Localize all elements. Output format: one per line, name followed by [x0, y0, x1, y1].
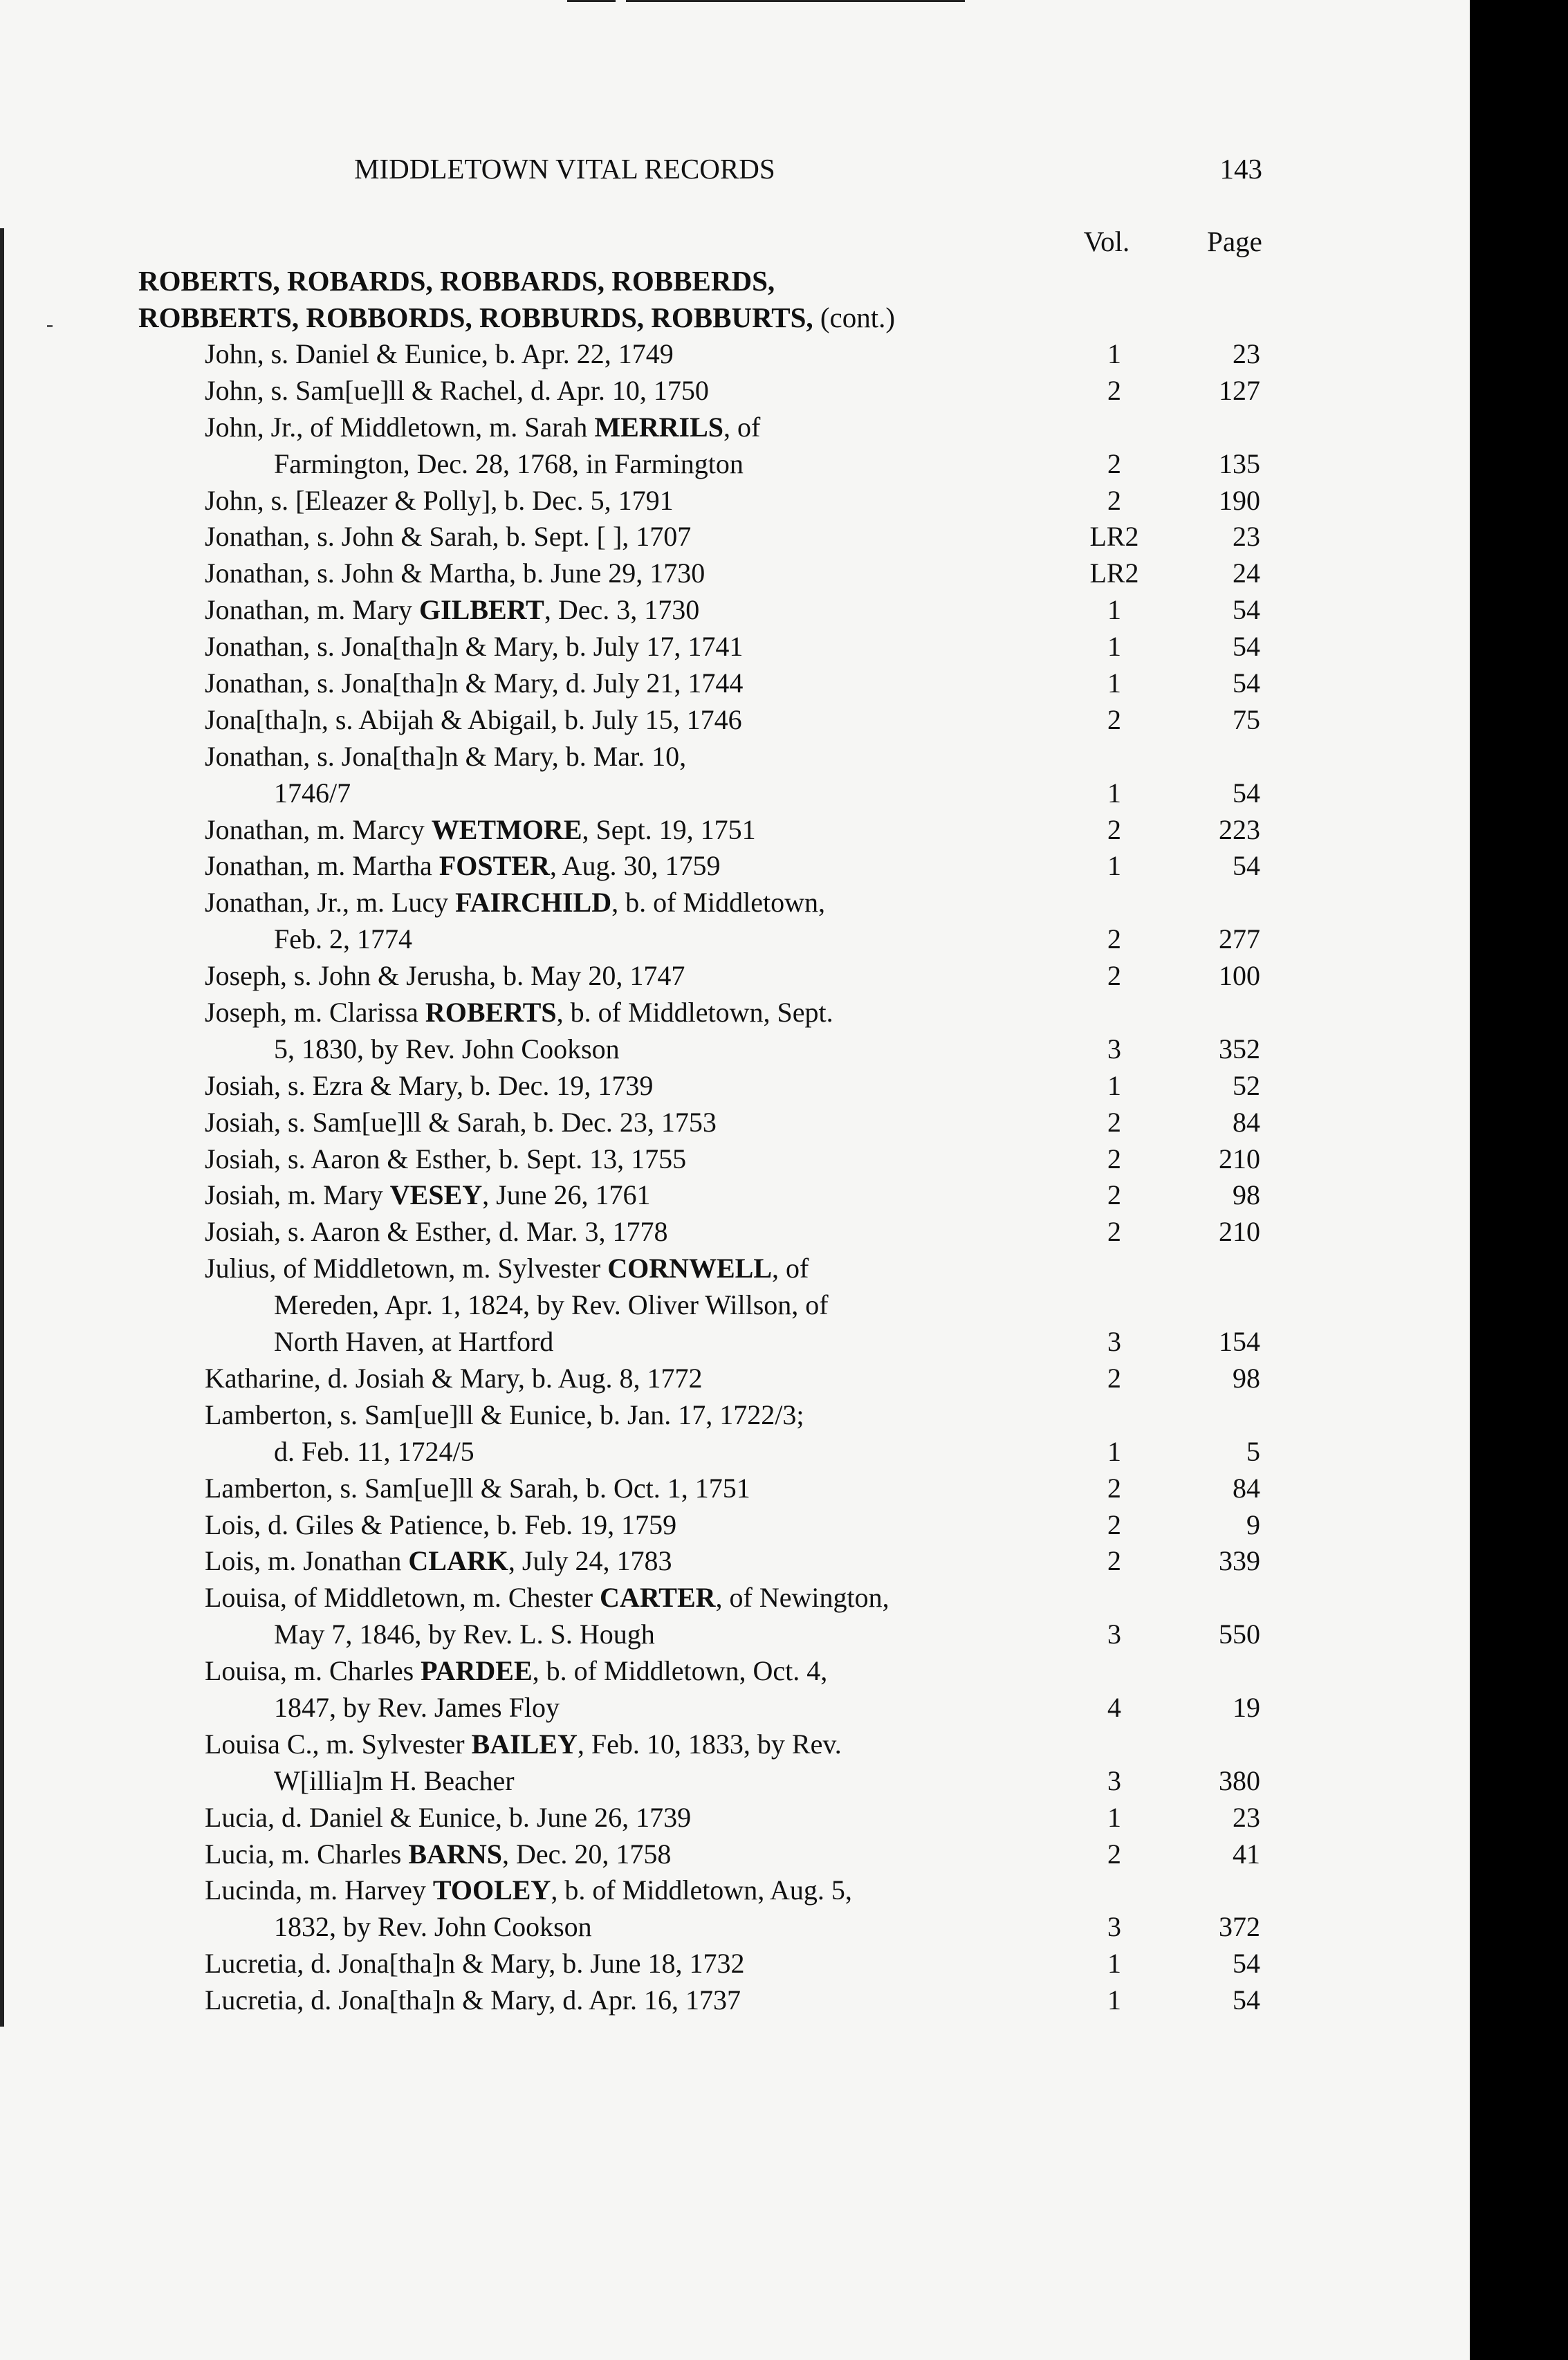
page-column-header: Page [1207, 225, 1262, 257]
entry-text-run: Louisa, of Middletown, m. Chester [205, 1582, 600, 1614]
entry-line [0, 1543, 1470, 1580]
record-entry [0, 1580, 1470, 1653]
entry-volume: 2 [1107, 1143, 1121, 1174]
entry-volume: 1 [1107, 667, 1121, 699]
entry-text-run: John, s. Daniel & Eunice, b. Apr. 22, 1749 [205, 338, 674, 369]
entry-text [205, 885, 825, 921]
entry-page: 54 [1233, 594, 1260, 626]
entry-text [205, 336, 674, 373]
entry-page: 75 [1233, 703, 1260, 735]
entry-volume: 2 [1107, 960, 1121, 992]
record-entry [0, 1251, 1470, 1361]
entry-continuation-line [0, 1324, 1470, 1361]
record-entry [0, 1543, 1470, 1580]
surname-bold: TOOLEY [432, 1874, 551, 1906]
entry-text-run: Lois, d. Giles & Patience, b. Feb. 19, 1759 [205, 1509, 677, 1540]
entry-continuation-line [0, 1616, 1470, 1653]
entry-line [0, 336, 1470, 373]
surname-heading [138, 263, 1176, 336]
running-title: MIDDLETOWN VITAL RECORDS [354, 153, 775, 185]
stray-scan-mark [47, 325, 53, 327]
entry-volume: 2 [1107, 1509, 1121, 1540]
entry-page: 54 [1233, 667, 1260, 699]
entry-line [0, 1141, 1470, 1178]
top-scan-mark [626, 0, 965, 2]
entry-page: 19 [1233, 1691, 1260, 1723]
entry-text [274, 1287, 829, 1324]
record-entry [0, 1471, 1470, 1507]
entry-page: 277 [1219, 923, 1260, 955]
entry-page: 154 [1219, 1326, 1260, 1358]
entry-volume: 3 [1107, 1764, 1121, 1796]
entry-volume: 2 [1107, 1179, 1121, 1211]
entry-volume: 1 [1107, 1069, 1121, 1101]
entry-text-run: Josiah, s. Aaron & Esther, b. Sept. 13, 1755 [205, 1143, 687, 1174]
entry-text [205, 409, 760, 446]
record-entry [0, 1982, 1470, 2019]
entry-line [0, 592, 1470, 629]
entry-text-run: , b. of Middletown, Sept. [556, 997, 833, 1029]
entry-text [205, 848, 721, 885]
entry-line [0, 373, 1470, 409]
surname-bold: WETMORE [431, 813, 582, 845]
entry-text [205, 519, 691, 555]
entry-text [205, 1507, 676, 1544]
entry-text-run: d. Feb. 11, 1724/5 [274, 1435, 474, 1467]
entry-text-run: , of [772, 1253, 809, 1284]
entry-line [0, 1471, 1470, 1507]
entry-continuation-line [0, 921, 1470, 958]
entry-line [0, 1068, 1470, 1105]
entry-line [0, 1361, 1470, 1397]
record-entry [0, 1361, 1470, 1397]
surname-bold: PARDEE [421, 1655, 533, 1687]
entry-page: 135 [1219, 448, 1260, 479]
entry-text-run: Josiah, s. Aaron & Esther, d. Mar. 3, 1778 [205, 1216, 668, 1248]
record-entry [0, 1068, 1470, 1105]
top-scan-mark [567, 0, 616, 2]
entry-volume: 1 [1107, 777, 1121, 809]
surname-bold: BAILEY [471, 1728, 578, 1760]
entry-line [0, 1214, 1470, 1251]
entry-volume: 2 [1107, 1106, 1121, 1138]
entry-volume: 2 [1107, 1216, 1121, 1248]
surname-bold: CLARK [408, 1545, 508, 1577]
entry-text [205, 1177, 650, 1214]
entry-line [0, 848, 1470, 885]
entry-page: 54 [1233, 1984, 1260, 2016]
entry-line [0, 665, 1470, 702]
entry-page: 41 [1233, 1838, 1260, 1870]
entry-volume: 3 [1107, 1911, 1121, 1943]
entry-text-run: Katharine, d. Josiah & Mary, b. Aug. 8, 1772 [205, 1362, 703, 1394]
record-entry [0, 373, 1470, 409]
entry-text-run: , Dec. 20, 1758 [501, 1838, 672, 1870]
entry-text [205, 702, 742, 739]
entry-text [205, 1946, 745, 1982]
entry-text [274, 1690, 560, 1726]
entry-volume: 1 [1107, 1984, 1121, 2016]
entry-line [0, 1177, 1470, 1214]
entry-text [205, 629, 743, 665]
entry-page: 54 [1233, 850, 1260, 882]
surname-bold: FOSTER [439, 850, 550, 882]
entry-line [0, 812, 1470, 849]
entry-text-run: , b. of Middletown, Aug. 5, [551, 1874, 852, 1906]
record-entry [0, 995, 1470, 1068]
entry-text-run: Jonathan, m. Marcy [205, 813, 432, 845]
running-head [0, 152, 1470, 194]
record-entry [0, 483, 1470, 519]
entry-text-run: Julius, of Middletown, m. Sylvester [205, 1253, 608, 1284]
entry-text [274, 921, 412, 958]
entry-volume: 2 [1107, 703, 1121, 735]
entry-line [0, 1251, 1470, 1287]
entry-page: 339 [1219, 1545, 1260, 1577]
entry-text-run: , July 24, 1783 [508, 1545, 672, 1577]
record-entry [0, 1946, 1470, 1982]
entry-page: 23 [1233, 521, 1260, 553]
entry-text [274, 1031, 620, 1068]
record-entry [0, 702, 1470, 739]
entry-text [205, 1653, 827, 1690]
record-entry [0, 629, 1470, 665]
entry-volume: LR2 [1089, 557, 1139, 589]
entry-text [205, 1214, 667, 1251]
entry-text-run: Louisa, m. Charles [205, 1655, 421, 1687]
entry-text-run: , of [723, 411, 761, 443]
entry-text-run: Jonathan, Jr., m. Lucy [205, 887, 456, 919]
surname-line-1: ROBERTS, ROBARDS, ROBBARDS, ROBBERDS, [138, 265, 775, 297]
surname-bold: CARTER [600, 1582, 716, 1614]
entry-volume: 1 [1107, 850, 1121, 882]
entry-text-run: , Dec. 3, 1730 [544, 594, 700, 626]
column-headers [0, 225, 1470, 263]
entry-volume: 1 [1107, 1948, 1121, 1980]
entry-page: 54 [1233, 1948, 1260, 1980]
surname-line-2: ROBBERTS, ROBBORDS, ROBBURDS, ROBBURTS, [138, 302, 813, 333]
entry-text-run: Jonathan, s. Jona[tha]n & Mary, b. July 17, 1741 [205, 631, 744, 663]
record-entry [0, 1872, 1470, 1946]
entry-page: 84 [1233, 1472, 1260, 1504]
entry-text-run: 1746/7 [274, 777, 351, 809]
entry-text-run: 1832, by Rev. John Cookson [274, 1911, 592, 1943]
entry-page: 210 [1219, 1216, 1260, 1248]
entry-text-run: Jonathan, s. Jona[tha]n & Mary, b. Mar. 10, [205, 740, 687, 772]
entry-line [0, 1580, 1470, 1616]
entry-continuation-line [0, 1763, 1470, 1800]
entry-line [0, 409, 1470, 446]
entry-text [205, 1580, 889, 1616]
entry-text [205, 592, 699, 629]
record-entry [0, 1726, 1470, 1800]
entry-page: 100 [1219, 960, 1260, 992]
entry-volume: 2 [1107, 1838, 1121, 1870]
entry-continuation-line [0, 1690, 1470, 1726]
surname-bold: GILBERT [418, 594, 544, 626]
entry-text-run: Jonathan, s. Jona[tha]n & Mary, d. July 21, 1744 [205, 667, 744, 699]
entry-text-run: 1847, by Rev. James Floy [274, 1691, 560, 1723]
entry-text [205, 1361, 703, 1397]
record-entry [0, 1507, 1470, 1544]
entry-volume: 2 [1107, 923, 1121, 955]
entry-text [205, 812, 756, 849]
entry-volume: 3 [1107, 1033, 1121, 1064]
entry-volume: LR2 [1089, 521, 1139, 553]
record-entry [0, 1836, 1470, 1873]
entry-line [0, 483, 1470, 519]
entry-text-run: Joseph, m. Clarissa [205, 997, 425, 1029]
surname-bold: MERRILS [594, 411, 724, 443]
entry-line [0, 555, 1470, 592]
entry-text [205, 1726, 842, 1763]
entry-text-run: Jonathan, m. Mary [205, 594, 419, 626]
entry-page: 5 [1246, 1435, 1260, 1467]
record-entry [0, 519, 1470, 555]
entry-continuation-line [0, 1909, 1470, 1946]
entry-text-run: Joseph, s. John & Jerusha, b. May 20, 1747 [205, 960, 685, 992]
entry-volume: 2 [1107, 1545, 1121, 1577]
entry-text-run: Lucia, d. Daniel & Eunice, b. June 26, 1739 [205, 1801, 692, 1833]
record-entry [0, 665, 1470, 702]
entry-volume: 4 [1107, 1691, 1121, 1723]
entry-text [274, 1909, 592, 1946]
entry-text [205, 483, 674, 519]
entry-line [0, 1946, 1470, 1982]
entry-text [205, 1800, 691, 1836]
surname-bold: CORNWELL [607, 1253, 773, 1284]
entry-page: 210 [1219, 1143, 1260, 1174]
entry-page: 52 [1233, 1069, 1260, 1101]
entry-line [0, 629, 1470, 665]
entry-volume: 3 [1107, 1619, 1121, 1650]
entry-text-run: Mereden, Apr. 1, 1824, by Rev. Oliver Willson, of [274, 1289, 829, 1321]
entry-text-run: Lamberton, s. Sam[ue]ll & Eunice, b. Jan. 17, 1722/3; [205, 1399, 804, 1430]
entry-page: 54 [1233, 631, 1260, 663]
entry-text [205, 739, 686, 775]
entry-text-run: Feb. 2, 1774 [274, 923, 412, 955]
record-entry [0, 555, 1470, 592]
entry-line [0, 739, 1470, 775]
entry-text-run: John, Jr., of Middletown, m. Sarah [205, 411, 595, 443]
page-number: 143 [1219, 153, 1262, 185]
entry-text [205, 1471, 750, 1507]
record-entry [0, 1214, 1470, 1251]
record-entry [0, 1653, 1470, 1726]
entry-text [274, 775, 351, 812]
entry-line [0, 958, 1470, 995]
entry-line [0, 885, 1470, 921]
entry-page: 372 [1219, 1911, 1260, 1943]
entry-line [0, 1397, 1470, 1434]
entry-text-run: John, s. Sam[ue]ll & Rachel, d. Apr. 10, 1750 [205, 374, 709, 406]
entry-line [0, 1800, 1470, 1836]
record-entry [0, 848, 1470, 885]
entry-text [274, 1434, 474, 1471]
entry-volume: 2 [1107, 448, 1121, 479]
entry-page: 98 [1233, 1179, 1260, 1211]
entry-text [205, 1105, 717, 1141]
entry-text [205, 995, 833, 1031]
entry-text [205, 1872, 852, 1909]
entry-text-run: , June 26, 1761 [482, 1179, 651, 1211]
entry-line [0, 1836, 1470, 1873]
entry-text-run: Jonathan, s. John & Sarah, b. Sept. [ ], 1707 [205, 521, 692, 553]
record-entry [0, 739, 1470, 812]
entry-continuation-line [0, 775, 1470, 812]
entry-text-run: Lucretia, d. Jona[tha]n & Mary, b. June 18, 1732 [205, 1948, 745, 1980]
entry-line [0, 702, 1470, 739]
entry-continuation-line [0, 1031, 1470, 1068]
record-entry [0, 812, 1470, 849]
entry-text-run: Jonathan, s. John & Martha, b. June 29, 1730 [205, 557, 705, 589]
entry-text [274, 446, 744, 483]
entry-volume: 2 [1107, 1472, 1121, 1504]
entry-text-run: , of Newington, [715, 1582, 889, 1614]
entry-text [274, 1616, 655, 1653]
entry-line [0, 519, 1470, 555]
entry-text-run: Jona[tha]n, s. Abijah & Abigail, b. July 15, 1746 [205, 703, 742, 735]
record-entry [0, 1105, 1470, 1141]
entry-volume: 2 [1107, 1362, 1121, 1394]
entry-volume: 1 [1107, 338, 1121, 369]
entry-text-run: Lucia, m. Charles [205, 1838, 409, 1870]
record-entry [0, 885, 1470, 958]
entry-text-run: Josiah, s. Sam[ue]ll & Sarah, b. Dec. 23, 1753 [205, 1106, 717, 1138]
entry-text [274, 1324, 553, 1361]
entry-page: 54 [1233, 777, 1260, 809]
record-entry [0, 1177, 1470, 1214]
entry-page: 223 [1219, 813, 1260, 845]
entry-volume: 2 [1107, 484, 1121, 516]
entry-text-run: , b. of Middletown, Oct. 4, [532, 1655, 828, 1687]
entry-line [0, 995, 1470, 1031]
entry-page: 550 [1219, 1619, 1260, 1650]
entry-text-run: , Sept. 19, 1751 [582, 813, 756, 845]
entry-page: 9 [1246, 1509, 1260, 1540]
entry-text-run: , Aug. 30, 1759 [549, 850, 721, 882]
entry-volume: 1 [1107, 1801, 1121, 1833]
entry-text [205, 1141, 686, 1178]
entry-text [205, 1251, 809, 1287]
entry-text-run: Jonathan, m. Martha [205, 850, 439, 882]
entry-page: 23 [1233, 1801, 1260, 1833]
entry-page: 380 [1219, 1764, 1260, 1796]
entry-page: 24 [1233, 557, 1260, 589]
entry-line [0, 1105, 1470, 1141]
entry-text [205, 1397, 804, 1434]
entry-text-run: Josiah, m. Mary [205, 1179, 390, 1211]
entry-text-run: W[illia]m H. Beacher [274, 1764, 515, 1796]
entry-text-run: Lucinda, m. Harvey [205, 1874, 433, 1906]
entry-text [274, 1763, 515, 1800]
surname-bold: ROBERTS [425, 997, 557, 1029]
entry-line [0, 1872, 1470, 1909]
entry-text [205, 665, 743, 702]
entry-text [205, 373, 709, 409]
entry-volume: 1 [1107, 631, 1121, 663]
entry-text [205, 1836, 671, 1873]
entry-text-run: Lucretia, d. Jona[tha]n & Mary, d. Apr. 16, 1737 [205, 1984, 741, 2016]
record-entry [0, 336, 1470, 373]
entry-page: 352 [1219, 1033, 1260, 1064]
entry-volume: 2 [1107, 374, 1121, 406]
entry-line [0, 1726, 1470, 1763]
record-entry [0, 1397, 1470, 1471]
surname-bold: BARNS [408, 1838, 502, 1870]
entry-text-run: 5, 1830, by Rev. John Cookson [274, 1033, 620, 1064]
entry-line [0, 1982, 1470, 2019]
entry-volume: 3 [1107, 1326, 1121, 1358]
entry-page: 190 [1219, 484, 1260, 516]
entry-text [205, 1543, 672, 1580]
entry-text-run: Lois, m. Jonathan [205, 1545, 409, 1577]
surname-cont-note: (cont.) [813, 302, 896, 333]
entry-continuation-line [0, 446, 1470, 483]
entry-text-run: May 7, 1846, by Rev. L. S. Hough [274, 1619, 655, 1650]
entry-page: 84 [1233, 1106, 1260, 1138]
entry-line [0, 1507, 1470, 1544]
entry-volume: 1 [1107, 594, 1121, 626]
vol-column-header: Vol. [1083, 225, 1130, 257]
record-entry [0, 958, 1470, 995]
entry-text-run: Louisa C., m. Sylvester [205, 1728, 472, 1760]
entry-volume: 1 [1107, 1435, 1121, 1467]
entry-continuation-line [0, 1287, 1470, 1324]
entry-text-run: Farmington, Dec. 28, 1768, in Farmington [274, 448, 744, 479]
entry-text-run: , b. of Middletown, [611, 887, 825, 919]
surname-bold: FAIRCHILD [455, 887, 612, 919]
entry-page: 98 [1233, 1362, 1260, 1394]
entry-continuation-line [0, 1434, 1470, 1471]
record-entry [0, 1800, 1470, 1836]
entry-text [205, 555, 705, 592]
entry-line [0, 1653, 1470, 1690]
entry-text-run: Josiah, s. Ezra & Mary, b. Dec. 19, 1739 [205, 1069, 654, 1101]
entry-text-run: John, s. [Eleazer & Polly], b. Dec. 5, 1791 [205, 484, 674, 516]
surname-bold: VESEY [389, 1179, 483, 1211]
entry-text [205, 1982, 741, 2019]
entry-text-run: North Haven, at Hartford [274, 1326, 554, 1358]
entry-page: 127 [1219, 374, 1260, 406]
record-entry [0, 592, 1470, 629]
record-entry [0, 409, 1470, 483]
entry-text [205, 958, 685, 995]
entry-text [205, 1068, 653, 1105]
entry-text-run: , Feb. 10, 1833, by Rev. [577, 1728, 842, 1760]
entry-page: 23 [1233, 338, 1260, 369]
entry-volume: 2 [1107, 813, 1121, 845]
entry-text-run: Lamberton, s. Sam[ue]ll & Sarah, b. Oct. 1, 1751 [205, 1472, 750, 1504]
record-entry [0, 1141, 1470, 1178]
record-entries [0, 336, 1470, 2019]
